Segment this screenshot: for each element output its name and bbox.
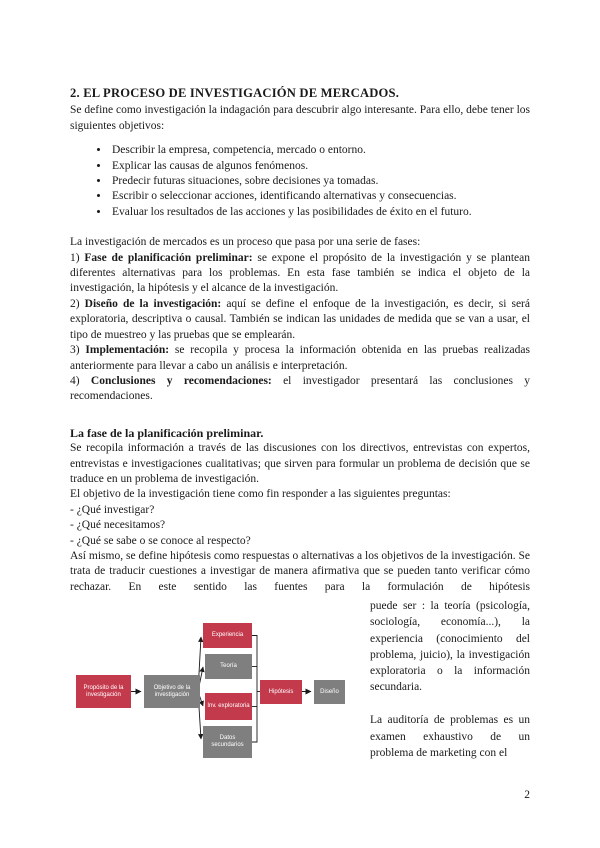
fase-label: Conclusiones y recomendaciones: [90,374,272,387]
research-process-diagram [70,618,370,768]
list-item: • Explicar las causas de algunos fenómenos. [110,159,530,174]
fases-intro: La investigación de mercados es un proceso que pasa por una serie de fases: [70,236,421,249]
intro-paragraph: Se define como investigación la indagación para descubrir algo interesante. Para ello, debe tener los siguientes objetivos: [70,104,530,132]
fase-number: 1) [70,251,85,264]
diagram-node-datos-secundarios: Datos secundarios [203,726,252,758]
fase-label: Diseño de la investigación: [84,297,222,310]
list-item: • Describir la empresa, competencia, mercado o entorno. [110,143,530,158]
recopila-paragraph: Se recopila información a través de las discusiones con los directivos, entrevistas con expertos, entrevistas e investigaciones cualitativas; que sirven para formular un problema de decisión que se traduce en un problema de investigación. [70,442,530,485]
diagram-node-diseno: Diseño [314,680,345,704]
wrapped-text-column [370,598,530,768]
list-item: • Predecir futuras situaciones, sobre decisiones ya tomadas. [110,174,530,189]
fase-item-2 [70,297,530,343]
fase-item-1 [70,251,530,297]
diagram-node-objetivo: Objetivo de la investigación [144,675,200,708]
hipotesis-paragraph: Así mismo, se define hipótesis como respuestas o alternativas a los objetivos de la investigación. Se trata de traducir cuestiones a investigar de manera afirmativa que se pueden tanto verificar cómo rechazar. En este sentido las fuentes para la formulación de hipótesis [70,549,530,593]
page-content [70,86,530,768]
fase-number: 4) [70,374,91,387]
list-item: • Evaluar los resultados de las acciones y las posibilidades de éxito en el futuro. [110,205,530,220]
fase-text: el investigador presentará las conclusiones y recomendaciones. [70,374,530,403]
question-line: - ¿Qué investigar? [70,503,155,516]
auditoria-paragraph: La auditoría de problemas es un examen exhaustivo de un problema de marketing con el [370,714,530,759]
objetivo-paragraph: El objetivo de la investigación tiene como fin responder a las siguientes preguntas: [70,488,451,501]
diagram-node-proposito: Propósito de la investigación [76,675,131,708]
fase-text: se expone el propósito de la investigación y se plantean diferentes alternativas para los problemas. En esta fase también se indica el objeto de la investigación, la hipótesis y el alcance de la investigación. [70,251,530,295]
fase-text: aquí se define el enfoque de la investigación, es decir, si será exploratoria, descriptiva o causal. También se indican las unidades de medida que se van a usar, el tipo de muestreo y las pruebas que se emplearán. [70,297,530,341]
diagram-and-text-row [70,598,530,768]
objectives-list [70,143,530,220]
fase-number: 3) [70,344,86,357]
question-line: - ¿Qué se sabe o se conoce al respecto? [70,534,251,547]
fase-label: Implementación: [85,344,170,357]
question-line: - ¿Qué necesitamos? [70,519,166,532]
fase-text: se recopila y procesa la información obtenida en las pruebas realizadas anteriormente para llevar a cabo un análisis e interpretación. [70,344,530,372]
page-title: 2. EL PROCESO DE INVESTIGACIÓN DE MERCADOS. [70,86,400,100]
fase-item-3 [70,343,530,374]
diagram-node-teoria: Teoría [205,654,252,679]
hipotesis-continuation: puede ser : la teoría (psicología, sociología, economía...), la experiencia (conocimiento del problema, juicio), la investigación exploratoria o la información secundaria. [370,600,530,694]
list-item: • Escribir o seleccionar acciones, identificando alternativas y consecuencias. [110,189,530,204]
diagram-node-hipotesis: Hipótesis [260,680,302,704]
fase-number: 2) [70,297,85,310]
fase-item-4 [70,374,530,405]
section-heading: La fase de la planificación preliminar. [70,425,264,440]
fase-label: Fase de planificación preliminar: [84,251,253,264]
page-number: 2 [524,789,530,801]
diagram-node-experiencia: Experiencia [203,623,252,648]
diagram-node-inv-exploratoria: Inv. exploratoria [205,693,252,720]
